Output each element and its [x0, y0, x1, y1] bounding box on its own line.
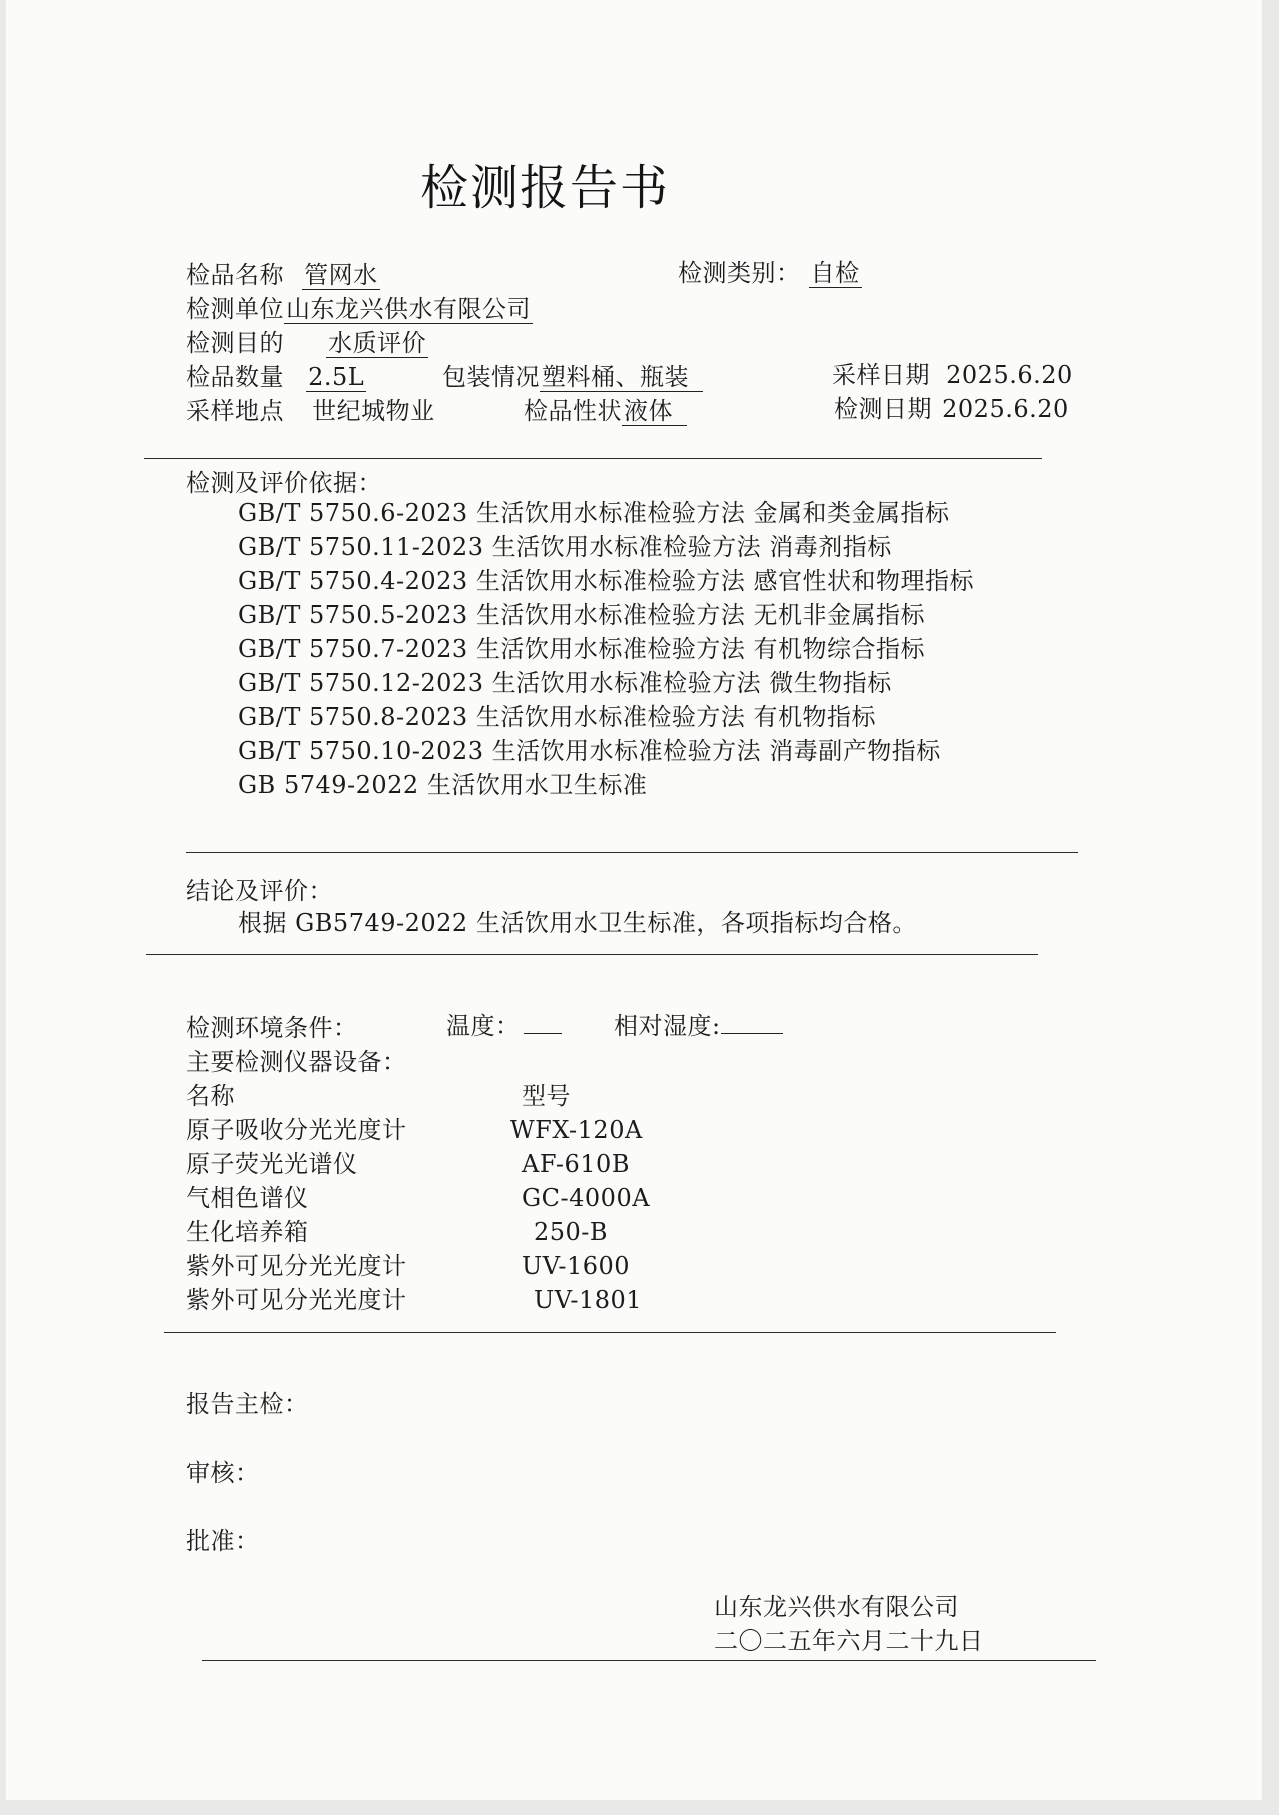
sample-date-value: 2025.6.20: [946, 361, 1073, 389]
basis-item: GB 5749-2022 生活饮用水卫生标准: [238, 771, 648, 799]
equipment-name: 紫外可见分光光度计: [186, 1286, 407, 1314]
humidity-label: 相对湿度:: [614, 1012, 721, 1040]
purpose-label: 检测目的: [186, 329, 284, 357]
test-date-row: [834, 394, 1069, 424]
equipment-model: UV-1600: [522, 1252, 631, 1280]
category-row: [678, 258, 862, 288]
equipment-name: 生化培养箱: [186, 1218, 309, 1246]
temperature-blank: [524, 1013, 562, 1034]
basis-item: GB/T 5750.10-2023 生活饮用水标准检验方法 消毒副产物指标: [238, 737, 941, 765]
basis-item: GB/T 5750.7-2023 生活饮用水标准检验方法 有机物综合指标: [238, 635, 925, 663]
sample-date-row: [832, 360, 1073, 390]
divider: [186, 852, 1078, 853]
location-value: 世纪城物业: [312, 397, 435, 425]
approver-label: 批准：: [186, 1527, 260, 1555]
divider: [164, 1332, 1056, 1333]
category-label: 检测类别：: [678, 259, 801, 287]
basis-heading: 检测及评价依据：: [186, 469, 382, 497]
temperature-label: 温度：: [446, 1012, 520, 1040]
basis-item: GB/T 5750.4-2023 生活饮用水标准检验方法 感官性状和物理指标: [238, 567, 974, 595]
purpose-row: [186, 328, 428, 358]
state-row: [524, 396, 687, 426]
quantity-label: 检品数量: [186, 363, 284, 391]
sample-date-label: 采样日期: [832, 361, 930, 389]
footer-company: 山东龙兴供水有限公司: [714, 1593, 959, 1621]
sample-name-row: [186, 260, 380, 290]
equipment-name: 原子荧光光谱仪: [186, 1150, 358, 1178]
test-date-label: 检测日期: [834, 395, 932, 423]
category-value: 自检: [810, 259, 860, 287]
divider: [144, 458, 1042, 459]
sample-name-label: 检品名称: [186, 261, 284, 289]
location-row: [186, 396, 435, 426]
divider: [202, 1660, 1096, 1661]
basis-item: GB/T 5750.8-2023 生活饮用水标准检验方法 有机物指标: [238, 703, 876, 731]
report-page: [6, 0, 1262, 1800]
location-label: 采样地点: [186, 397, 284, 425]
equipment-model: GC-4000A: [522, 1184, 651, 1212]
basis-item: GB/T 5750.12-2023 生活饮用水标准检验方法 微生物指标: [238, 669, 892, 697]
purpose-value: 水质评价: [328, 329, 427, 357]
conclusion-heading: 结论及评价：: [186, 877, 333, 905]
package-row: [442, 362, 703, 392]
conclusion-text: 根据 GB5749-2022 生活饮用水卫生标准，各项指标均合格。: [238, 909, 917, 937]
sample-name-value: 管网水: [304, 261, 378, 289]
quantity-value: 2.5L: [308, 363, 365, 391]
state-value: 液体: [622, 397, 687, 426]
equipment-col-name: 名称: [186, 1082, 235, 1110]
inspector-label: 报告主检：: [186, 1390, 309, 1418]
basis-item: GB/T 5750.6-2023 生活饮用水标准检验方法 金属和类金属指标: [238, 499, 950, 527]
unit-value: 山东龙兴供水有限公司: [286, 295, 531, 323]
equipment-model: 250-B: [534, 1218, 609, 1246]
basis-item: GB/T 5750.5-2023 生活饮用水标准检验方法 无机非金属指标: [238, 601, 925, 629]
quantity-row: [186, 362, 366, 392]
humidity-field: [614, 1011, 783, 1041]
equipment-col-model: 型号: [522, 1082, 571, 1110]
page-title: 检测报告书: [420, 160, 671, 216]
environment-label: 检测环境条件：: [186, 1014, 358, 1042]
unit-label: 检测单位: [186, 295, 284, 323]
equipment-name: 原子吸收分光光度计: [186, 1116, 407, 1144]
basis-item: GB/T 5750.11-2023 生活饮用水标准检验方法 消毒剂指标: [238, 533, 892, 561]
state-label: 检品性状: [524, 397, 622, 425]
package-label: 包装情况: [442, 363, 540, 391]
test-date-value: 2025.6.20: [942, 395, 1069, 423]
equipment-model: UV-1801: [534, 1286, 643, 1314]
unit-row: [186, 294, 533, 324]
humidity-blank: [721, 1013, 783, 1034]
equipment-model: WFX-120A: [510, 1116, 643, 1144]
equipment-model: AF-610B: [522, 1150, 630, 1178]
divider: [146, 954, 1038, 955]
package-value: 塑料桶、瓶装: [540, 363, 703, 392]
equipment-name: 紫外可见分光光度计: [186, 1252, 407, 1280]
footer-date: 二〇二五年六月二十九日: [714, 1627, 984, 1655]
reviewer-label: 审核：: [186, 1459, 260, 1487]
equipment-heading: 主要检测仪器设备：: [186, 1048, 407, 1076]
temperature-field: [446, 1011, 562, 1041]
equipment-name: 气相色谱仪: [186, 1184, 309, 1212]
